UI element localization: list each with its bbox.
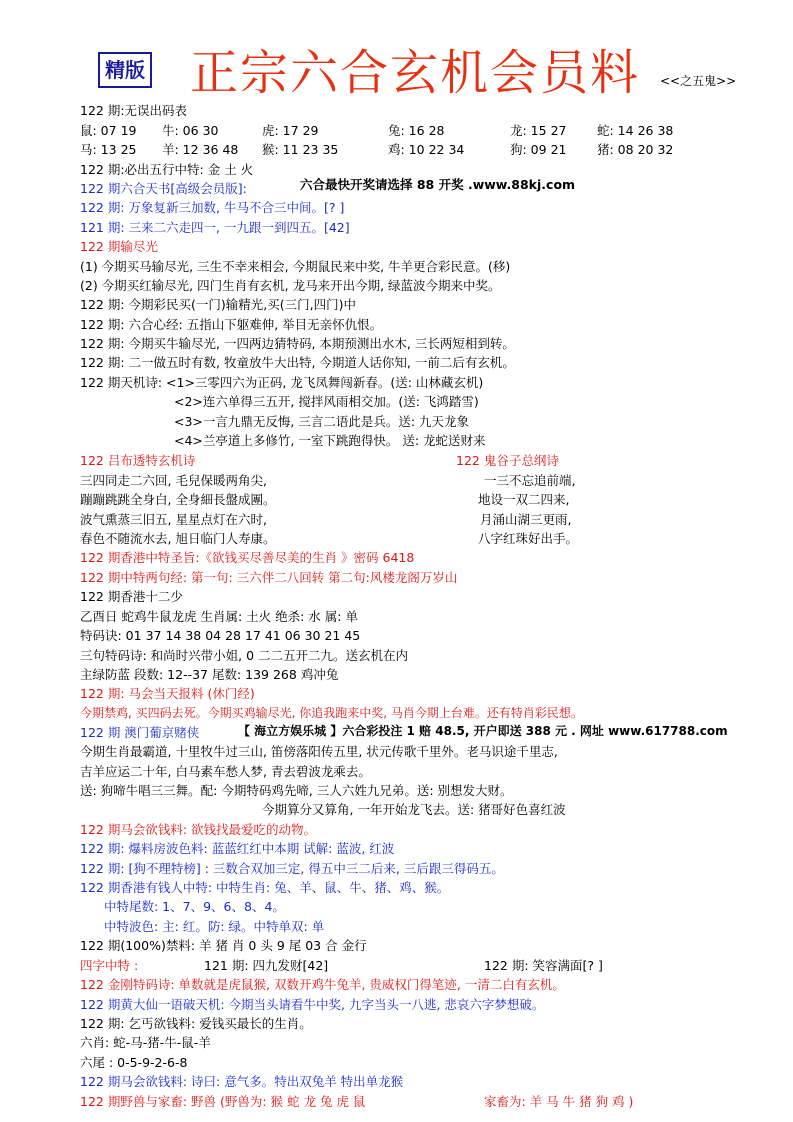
text-line: 122 期(100%)禁料: 羊 猪 肖 0 头 9 尾 03 合 金行	[80, 938, 367, 953]
text-line: <4>兰亭道上多修竹, 一室下跳跑得快。 送: 龙蛇送财来	[174, 433, 486, 448]
text-line: 122 期 澳门葡京赌侠	[80, 725, 200, 740]
zodiac-ox: 牛: 06 30	[162, 123, 219, 138]
text-line: 122 期: 今期彩民买(一门)输精光,买(三门,四门)中	[80, 297, 356, 312]
poem-line: 波气熏蒸三旧五, 星星点灯在六时,	[80, 512, 267, 527]
text-line: 122 期: 爆料房波色料: 蓝蓝红红中本期 试解: 蓝波, 红波	[80, 841, 395, 856]
text-line: 122 期:无误出码表	[80, 103, 188, 118]
zodiac-pig: 猪: 08 20 32	[597, 142, 674, 157]
text-line: 122 期: 今期买牛输尽光, 一四两边猜特码, 本期预测出水木, 三长两短相到转。	[80, 336, 515, 351]
text-line: 122 期: 万象复新三加数, 牛马不合三中间。[? ]	[80, 200, 345, 215]
zodiac-rat: 鼠: 07 19	[80, 123, 137, 138]
zodiac-monkey: 猴: 11 23 35	[262, 142, 339, 157]
zodiac-snake: 蛇: 14 26 38	[597, 123, 674, 138]
text-line: (1) 今期买马输尽光, 三生不幸来相会, 今期鼠民来中奖, 牛羊更合彩民意。(移)	[80, 259, 511, 274]
zodiac-rabbit: 兔: 16 28	[388, 123, 445, 138]
zodiac-dragon: 龙: 15 27	[510, 123, 567, 138]
text-line: 六肖: 蛇-马-猪-牛-鼠-羊	[80, 1035, 211, 1050]
text-line: 122 期中特两句经: 第一句: 三六伴二八回转 第二句:风楼龙阁万岁山	[80, 570, 458, 585]
zodiac-goat: 羊: 12 36 48	[162, 142, 239, 157]
edition-badge: 精版	[98, 52, 152, 88]
text-line: 特码诀: 01 37 14 38 04 28 17 41 06 30 21 45	[80, 628, 361, 643]
text-line: 主绿防蓝 段数: 12--37 尾数: 139 268 鸡冲兔	[80, 667, 339, 682]
text-line: 三句特码诗: 和尚时兴带小姐, 0 二二五开二九。送玄机在内	[80, 648, 409, 663]
text-line: (2) 今期买红输尽光, 四门生肖有玄机, 龙马来开出今期, 绿蓝波今期来中奖。	[80, 278, 501, 293]
ad-banner-617788[interactable]: 【 海立方娱乐城 】六合彩投注 1 赔 48.5, 开户即送 388 元 . 网址 www.617788.com	[238, 724, 728, 738]
text-line: 122 期六合天书[高级会员版]:	[80, 181, 247, 196]
page-header	[0, 0, 793, 100]
text-line: 122 期: 马会当天报料 (休门经)	[80, 686, 255, 701]
text-line: 122 期天机诗: <1>三零四六为正码, 龙飞凤舞闯新春。(送: 山林藏玄机)	[80, 375, 484, 390]
page-subtitle: <<之五鬼>>	[660, 74, 737, 88]
poem-line: 月涌山湖三更雨,	[480, 512, 572, 527]
zodiac-rooster: 鸡: 10 22 34	[388, 142, 465, 157]
section-heading: 四字中特 :	[80, 958, 139, 973]
text-line: 122 期: [狗不理特榜] : 三数合双加三定, 得五中三二后来, 三后跟三得码五。	[80, 861, 504, 876]
text-line: 122 期马会欲钱料: 欲钱找最爱吃的动物。	[80, 822, 317, 837]
poem-line: 地设一双二四来,	[478, 492, 570, 507]
text-line: 122 期香港有钱人中特: 中特生肖: 兔、羊、鼠、牛、猪、鸡、猴。	[80, 880, 450, 895]
text-line: 送: 狗啼牛唱三三舞。配: 今期特码鸡先啼, 三人六姓九兄弟。送: 别想发大财。	[80, 783, 513, 798]
text-line: 122 期野兽与家畜: 野兽 (野兽为: 猴 蛇 龙 兔 虎 鼠	[80, 1094, 366, 1109]
text-line: 吉羊应运二十年, 白马素车愁人梦, 青去碧波龙乘去。	[80, 764, 371, 779]
text-line: 121 期: 四九发财[42]	[204, 958, 329, 973]
text-line: 六尾 : 0-5-9-2-6-8	[80, 1055, 188, 1070]
text-line: 122 期黄大仙一语破天机: 今期当头请看牛中奖, 九字当头一八逃, 悲哀六字梦想破。	[80, 997, 545, 1012]
section-heading: 122 期输尽光	[80, 239, 158, 254]
text-line: 今期算分又算角, 一年开始龙飞去。送: 猪哥好色喜红波	[262, 802, 566, 817]
text-line: 122 期马会欲钱料: 诗曰: 意气多。特出双兔羊 特出单龙猴	[80, 1074, 404, 1089]
zodiac-dog: 狗: 09 21	[510, 142, 567, 157]
poem-line: 八字红珠好出手。	[478, 531, 579, 546]
text-line: 122 期: 二一做五时有数, 牧童放牛大出特, 今期道人话你知, 一前二后有玄机。	[80, 355, 515, 370]
text-line: 乙酉日 蛇鸡牛鼠龙虎 生肖属: 土火 绝杀: 水 属: 单	[80, 609, 358, 624]
text-line: 121 期: 三来二六走四一, 一九跟一到四五。[42]	[80, 220, 350, 235]
text-line: 122 期: 六合心经: 五指山下躯难伸, 举目无亲怀仇恨。	[80, 317, 383, 332]
zodiac-horse: 马: 13 25	[80, 142, 137, 157]
section-heading: 122 吕布透特玄机诗	[80, 453, 196, 468]
poem-line: 三四同走二六回, 毛兒保暖两角尖,	[80, 473, 267, 488]
zodiac-tiger: 虎: 17 29	[262, 123, 319, 138]
text-line: 122 期:必出五行中特: 金 土 火	[80, 162, 254, 177]
poem-line: 蹦蹦跳跳全身白, 全身細長盤成團。	[80, 492, 276, 507]
text-line: 122 期香港中特圣旨:《欲钱买尽善尽美的生肖 》密码 6418	[80, 550, 415, 565]
text-line: 今期生肖最霸道, 十里牧牛过三山, 笛傍落阳传五里, 状元传歌千里外。老马识途千里志,	[80, 744, 558, 759]
poem-line: 春色不随流水去, 旭日临门人寿康。	[80, 531, 276, 546]
text-line: 中特尾数: 1、7、9、6、8、4。	[104, 899, 285, 914]
text-line: <2>连六单得三五开, 搅拌风雨相交加。(送: 飞鸿踏雪)	[174, 394, 479, 409]
text-line: 中特波色: 主: 红。防: 绿。中特单双: 单	[104, 919, 325, 934]
ad-banner-88kj[interactable]: 六合最快开奖请选择 88 开奖 .www.88kj.com	[300, 177, 576, 192]
text-line: 122 期香港十二少	[80, 589, 183, 604]
text-line: 122 期: 乞丐欲钱料: 爱钱买最长的生肖。	[80, 1016, 312, 1031]
text-line: 122 期: 笑容满面[? ]	[484, 958, 603, 973]
text-line: 122 金刚特码诗: 单数就是虎鼠猴, 双数开鸡牛兔羊, 贵威权门得笔迹, 一清二白有玄机。	[80, 977, 565, 992]
poem-line: 一三不忘追前端,	[484, 473, 576, 488]
text-line: 今期禁鸡, 买四码去死。今期买鸡输尽光, 你追我跑来中奖, 马肖今期上台难。还有特肖彩民想。	[80, 706, 583, 720]
section-heading: 122 鬼谷子总纲诗	[456, 453, 559, 468]
text-line: 家畜为: 羊 马 牛 猪 狗 鸡 )	[484, 1094, 634, 1109]
page-title: 正宗六合玄机会员料	[190, 45, 641, 101]
text-line: <3>一言九鼎无反悔, 三言二语此是兵。送: 九天龙象	[174, 414, 470, 429]
